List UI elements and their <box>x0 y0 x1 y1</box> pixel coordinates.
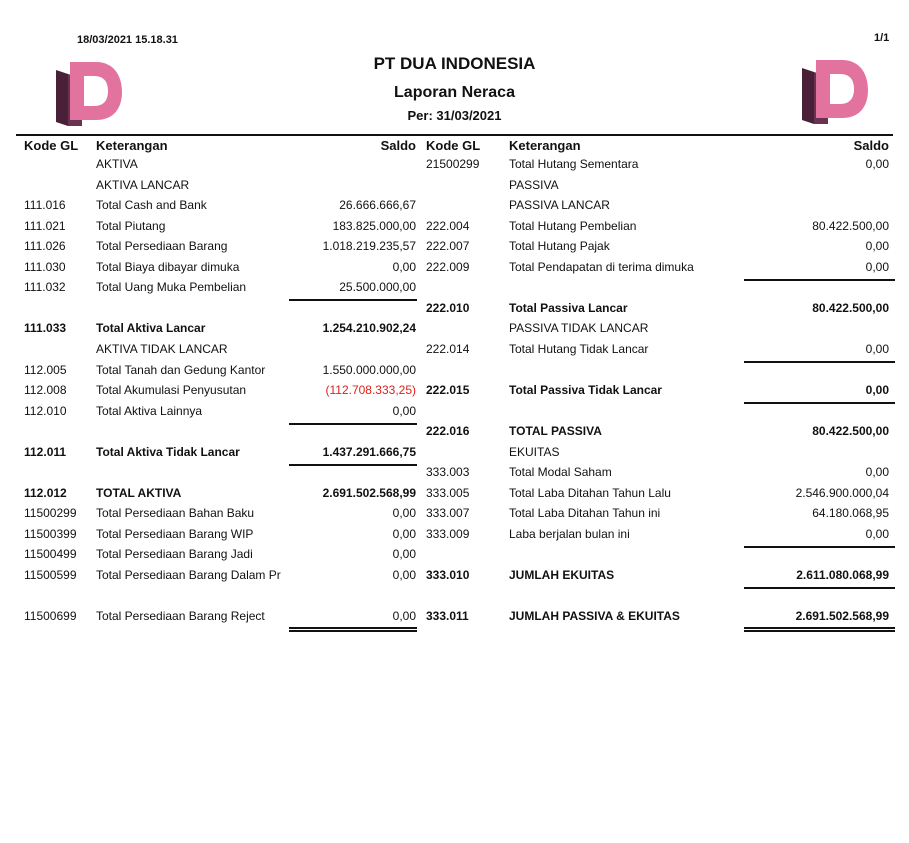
liability-row <box>0 321 909 341</box>
liability-row <box>0 157 909 177</box>
asset-label: Total Piutang <box>96 219 166 233</box>
equity-amount: 2.691.502.568,99 <box>795 609 889 623</box>
liability-label: PASSIVA <box>509 178 559 192</box>
asset-code: 11500499 <box>24 547 77 561</box>
liability-row <box>0 219 909 239</box>
liability-code: 222.010 <box>426 301 470 315</box>
liability-amount: 0,00 <box>865 239 889 253</box>
col-saldo-right: Saldo <box>853 138 889 153</box>
liability-row <box>0 178 909 198</box>
asset-amount: 1.018.219.235,57 <box>322 239 416 253</box>
asset-amount: 0,00 <box>392 547 416 561</box>
asset-amount: 0,00 <box>392 568 416 582</box>
equity-amount: 64.180.068,95 <box>812 506 889 520</box>
asset-label: TOTAL AKTIVA <box>96 486 182 500</box>
col-keterangan-right: Keterangan <box>509 138 581 153</box>
liability-code: 222.007 <box>426 239 470 253</box>
report-title: Laporan Neraca <box>394 84 515 101</box>
company-name: PT DUA INDONESIA <box>373 54 536 73</box>
asset-amount: 0,00 <box>392 404 416 418</box>
asset-amount: 25.500.000,00 <box>339 280 416 294</box>
liability-label: Total Pendapatan di terima dimuka <box>509 260 694 274</box>
equity-label: Total Laba Ditahan Tahun ini <box>509 506 661 520</box>
asset-code: 112.012 <box>24 486 67 500</box>
asset-code: 111.030 <box>24 260 66 274</box>
asset-code: 111.016 <box>24 198 66 212</box>
asset-amount: 183.825.000,00 <box>332 219 416 233</box>
asset-code: 112.010 <box>24 404 67 418</box>
asset-amount: 1.254.210.902,24 <box>322 321 416 335</box>
equity-label: EKUITAS <box>509 445 560 459</box>
company-logo-left <box>52 60 122 128</box>
liability-label: PASSIVA LANCAR <box>509 198 610 212</box>
liability-label: Total Hutang Tidak Lancar <box>509 342 649 356</box>
asset-code: 111.021 <box>24 219 66 233</box>
subtotal-rule <box>744 587 895 589</box>
equity-amount: 2.611.080.068,99 <box>796 568 889 582</box>
report-period: Per: 31/03/2021 <box>407 108 502 123</box>
col-saldo-left: Saldo <box>380 138 416 153</box>
equity-code: 333.007 <box>426 506 470 520</box>
equity-code: 333.009 <box>426 527 470 541</box>
grand-total-double-rule-right <box>744 627 895 632</box>
asset-row <box>0 547 909 567</box>
subtotal-rule <box>744 361 895 363</box>
asset-label: Total Persediaan Bahan Baku <box>96 506 255 520</box>
asset-amount-negative: (112.708.333,25) <box>325 383 416 397</box>
asset-code: 111.026 <box>24 239 66 253</box>
header-top-rule <box>16 134 893 136</box>
grand-total-row <box>0 609 909 629</box>
equity-label: JUMLAH PASSIVA & EKUITAS <box>509 609 680 623</box>
asset-row <box>0 363 909 383</box>
asset-label: AKTIVA TIDAK LANCAR <box>96 342 228 356</box>
liability-amount: 80.422.500,00 <box>812 424 889 438</box>
liability-label: Total Passiva Tidak Lancar <box>509 383 662 397</box>
equity-amount: 0,00 <box>865 465 889 479</box>
col-keterangan-left: Keterangan <box>96 138 168 153</box>
liability-amount: 0,00 <box>865 383 889 397</box>
equity-row <box>0 506 909 526</box>
subtotal-rule <box>744 402 895 404</box>
liability-subtotal-row <box>0 301 909 321</box>
equity-amount: 2.546.900.000,04 <box>795 486 889 500</box>
asset-row <box>0 404 909 424</box>
asset-label: Total Cash and Bank <box>96 198 207 212</box>
equity-code: 333.005 <box>426 486 470 500</box>
liability-label: Total Passiva Lancar <box>509 301 628 315</box>
col-kode-gl-left: Kode GL <box>24 138 79 153</box>
asset-label: Total Biaya dibayar dimuka <box>96 260 240 274</box>
asset-code: 11500699 <box>24 609 77 623</box>
equity-label: Total Modal Saham <box>509 465 612 479</box>
equity-total-row <box>0 568 909 588</box>
liability-label: PASSIVA TIDAK LANCAR <box>509 321 649 335</box>
equity-label: Total Laba Ditahan Tahun Lalu <box>509 486 671 500</box>
asset-amount: 2.691.502.568,99 <box>322 486 416 500</box>
liability-code: 222.014 <box>426 342 470 356</box>
print-timestamp: 18/03/2021 15.18.31 <box>77 34 178 46</box>
liability-amount: 0,00 <box>865 157 889 171</box>
equity-code: 333.011 <box>426 609 469 623</box>
asset-label: Total Persediaan Barang WIP <box>96 527 254 541</box>
liability-subtotal-row <box>0 383 909 403</box>
company-logo-right <box>798 58 868 126</box>
liability-label: TOTAL PASSIVA <box>509 424 602 438</box>
subtotal-rule <box>744 279 895 281</box>
liability-label: Total Hutang Pembelian <box>509 219 637 233</box>
asset-code: 11500599 <box>24 568 77 582</box>
asset-amount: 26.666.666,67 <box>339 198 416 212</box>
asset-amount: 1.437.291.666,75 <box>322 445 416 459</box>
page-number: 1/1 <box>874 32 890 44</box>
equity-code: 333.003 <box>426 465 470 479</box>
asset-amount: 1.550.000.000,00 <box>322 363 416 377</box>
asset-code: 112.011 <box>24 445 67 459</box>
equity-label: Laba berjalan bulan ini <box>509 527 630 541</box>
asset-code: 111.033 <box>24 321 67 335</box>
asset-code: 11500399 <box>24 527 77 541</box>
liability-total-row <box>0 424 909 444</box>
liability-code: 222.004 <box>426 219 470 233</box>
liability-amount: 0,00 <box>865 260 889 274</box>
equity-row <box>0 486 909 506</box>
liability-code: 21500299 <box>426 157 480 171</box>
liability-row <box>0 342 909 362</box>
asset-label: Total Akumulasi Penyusutan <box>96 383 247 397</box>
liability-label: Total Hutang Pajak <box>509 239 610 253</box>
liability-amount: 0,00 <box>865 342 889 356</box>
asset-label: AKTIVA LANCAR <box>96 178 190 192</box>
asset-label: Total Persediaan Barang Reject <box>96 609 265 623</box>
liability-label: Total Hutang Sementara <box>509 157 639 171</box>
asset-amount: 0,00 <box>392 260 416 274</box>
asset-label: Total Persediaan Barang Jadi <box>96 547 253 561</box>
asset-code: 11500299 <box>24 506 77 520</box>
asset-label: Total Persediaan Barang <box>96 239 228 253</box>
asset-label: Total Persediaan Barang Dalam Pr <box>96 568 281 582</box>
asset-amount: 0,00 <box>392 506 416 520</box>
asset-code: 112.005 <box>24 363 67 377</box>
asset-amount: 0,00 <box>392 609 416 623</box>
asset-label: Total Uang Muka Pembelian <box>96 280 247 294</box>
equity-code: 333.010 <box>426 568 470 582</box>
liability-amount: 80.422.500,00 <box>812 301 889 315</box>
liability-row <box>0 239 909 259</box>
liability-row <box>0 198 909 218</box>
liability-code: 222.015 <box>426 383 470 397</box>
asset-label: Total Aktiva Lainnya <box>96 404 203 418</box>
asset-label: Total Aktiva Lancar <box>96 321 206 335</box>
equity-row <box>0 527 909 547</box>
equity-amount: 0,00 <box>865 527 889 541</box>
asset-label: Total Tanah dan Gedung Kantor <box>96 363 266 377</box>
liability-row <box>0 260 909 280</box>
asset-label: AKTIVA <box>96 157 138 171</box>
asset-code: 111.032 <box>24 280 66 294</box>
equity-row <box>0 465 909 485</box>
subtotal-rule <box>744 546 895 548</box>
liability-code: 222.016 <box>426 424 470 438</box>
equity-row <box>0 445 909 465</box>
asset-row <box>0 280 909 300</box>
liability-code: 222.009 <box>426 260 470 274</box>
col-kode-gl-right: Kode GL <box>426 138 481 153</box>
asset-amount: 0,00 <box>392 527 416 541</box>
equity-label: JUMLAH EKUITAS <box>509 568 615 582</box>
asset-code: 112.008 <box>24 383 67 397</box>
asset-label: Total Aktiva Tidak Lancar <box>96 445 240 459</box>
liability-amount: 80.422.500,00 <box>812 219 889 233</box>
